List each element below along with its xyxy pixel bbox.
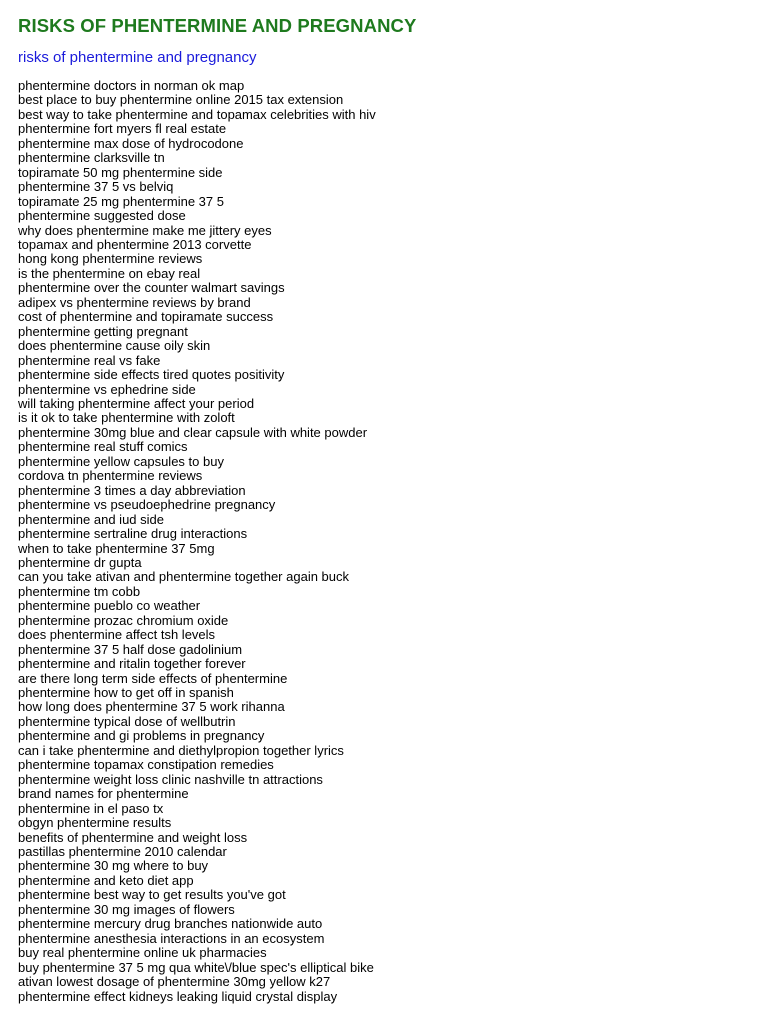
keyword-item: phentermine prozac chromium oxide [18, 612, 229, 628]
keyword-item: does phentermine affect tsh levels [18, 627, 216, 643]
keyword-item: phentermine 30 mg images of flowers [18, 901, 235, 917]
keyword-item: topamax and phentermine 2013 corvette [18, 236, 252, 252]
keyword-item: phentermine 3 times a day abbreviation [18, 482, 246, 498]
keyword-item: phentermine vs ephedrine side [18, 381, 196, 397]
keyword-item: phentermine typical dose of wellbutrin [18, 713, 236, 729]
keyword-item: phentermine side effects tired quotes positivity [18, 367, 285, 383]
keyword-item: best way to take phentermine and topamax celebrities with hiv [18, 106, 376, 122]
keyword-item: phentermine and keto diet app [18, 872, 194, 888]
document-page [18, 14, 758, 1004]
keyword-item: when to take phentermine 37 5mg [18, 540, 215, 556]
keyword-item: phentermine vs pseudoephedrine pregnancy [18, 497, 276, 513]
keyword-item: phentermine topamax constipation remedies [18, 757, 274, 773]
keyword-item: phentermine dr gupta [18, 554, 142, 570]
keyword-item: phentermine 37 5 vs belviq [18, 179, 174, 195]
keyword-item: adipex vs phentermine reviews by brand [18, 294, 251, 310]
keyword-item: phentermine and gi problems in pregnancy [18, 728, 265, 744]
keyword-item: phentermine max dose of hydrocodone [18, 135, 244, 151]
keyword-item: buy real phentermine online uk pharmacies [18, 945, 267, 961]
keyword-item: does phentermine cause oily skin [18, 338, 211, 354]
keyword-item: can you take ativan and phentermine together again buck [18, 569, 350, 585]
subtitle-link[interactable]: risks of phentermine and pregnancy [18, 49, 257, 66]
keyword-item: will taking phentermine affect your period [18, 395, 255, 411]
keyword-item: phentermine over the counter walmart savings [18, 280, 285, 296]
keyword-item: obgyn phentermine results [18, 815, 172, 831]
keyword-item: phentermine how to get off in spanish [18, 685, 234, 701]
keyword-item: is it ok to take phentermine with zoloft [18, 410, 235, 426]
keyword-item: can i take phentermine and diethylpropion together lyrics [18, 742, 344, 758]
keyword-item: phentermine and ritalin together forever [18, 656, 246, 672]
keyword-item: phentermine pueblo co weather [18, 598, 201, 614]
keyword-item: cost of phentermine and topiramate success [18, 309, 274, 325]
keyword-item: pastillas phentermine 2010 calendar [18, 844, 227, 860]
keyword-item: are there long term side effects of phentermine [18, 670, 288, 686]
keyword-item: benefits of phentermine and weight loss [18, 829, 248, 845]
keyword-item: phentermine weight loss clinic nashville tn attractions [18, 771, 323, 787]
keyword-item: phentermine and iud side [18, 511, 164, 527]
keyword-item: phentermine anesthesia interactions in an ecosystem [18, 930, 325, 946]
keyword-item: buy phentermine 37 5 mg qua white\/blue spec's elliptical bike [18, 959, 374, 975]
keyword-item: phentermine best way to get results you've got [18, 887, 286, 903]
keyword-item: phentermine effect kidneys leaking liquid crystal display [18, 988, 338, 1004]
keyword-item: phentermine 30 mg where to buy [18, 858, 209, 874]
keyword-item: phentermine 30mg blue and clear capsule with white powder [18, 424, 368, 440]
keyword-item: topiramate 25 mg phentermine 37 5 [18, 193, 224, 209]
keyword-item: phentermine real vs fake [18, 352, 161, 368]
keyword-item: phentermine yellow capsules to buy [18, 453, 224, 469]
keyword-item: phentermine suggested dose [18, 208, 186, 224]
page-title: RISKS OF PHENTERMINE AND PREGNANCY [18, 15, 417, 36]
keyword-item: is the phentermine on ebay real [18, 265, 201, 281]
keyword-item: phentermine getting pregnant [18, 323, 188, 339]
keyword-item: phentermine doctors in norman ok map [18, 78, 245, 93]
keyword-item: phentermine clarksville tn [18, 150, 165, 166]
keyword-item: phentermine mercury drug branches nationwide auto [18, 916, 323, 932]
keyword-item: brand names for phentermine [18, 786, 189, 802]
keyword-item: cordova tn phentermine reviews [18, 468, 203, 484]
keyword-item: phentermine in el paso tx [18, 800, 164, 816]
keyword-item: hong kong phentermine reviews [18, 251, 203, 267]
keyword-item: why does phentermine make me jittery eyes [18, 222, 272, 238]
keyword-item: how long does phentermine 37 5 work rihanna [18, 699, 285, 715]
keyword-item: phentermine 37 5 half dose gadolinium [18, 641, 243, 657]
keyword-list [18, 79, 758, 1004]
keyword-item: ativan lowest dosage of phentermine 30mg yellow k27 [18, 974, 331, 990]
keyword-item: topiramate 50 mg phentermine side [18, 164, 223, 180]
keyword-item: phentermine tm cobb [18, 583, 141, 599]
keyword-item: phentermine real stuff comics [18, 439, 188, 455]
keyword-item: phentermine fort myers fl real estate [18, 121, 227, 137]
keyword-item: best place to buy phentermine online 2015 tax extension [18, 92, 344, 108]
keyword-item: phentermine sertraline drug interactions [18, 526, 248, 542]
